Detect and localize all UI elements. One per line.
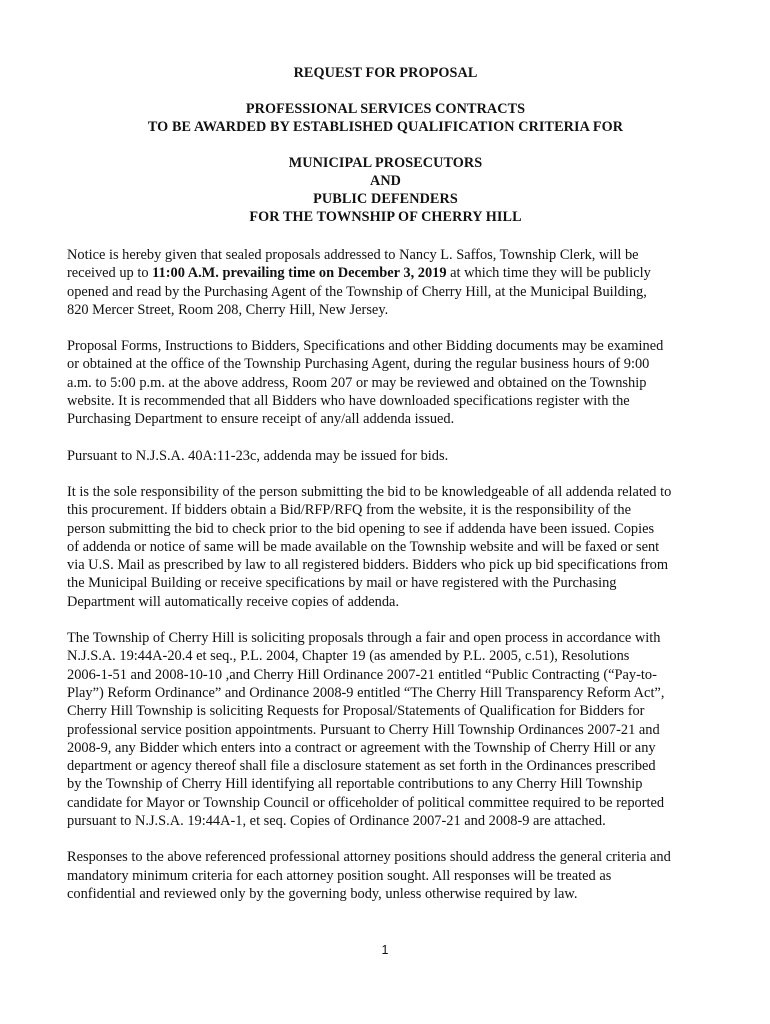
soliciting-line: 2008-9, any Bidder which enters into a contract or agreement with the Township of Cherry Hill or any bbox=[67, 739, 656, 756]
notice-paragraph bbox=[67, 246, 704, 319]
responsibility-line: It is the sole responsibility of the person submitting the bid to be knowledgeable of all addenda related to bbox=[67, 483, 672, 500]
responses-line: confidential and reviewed only by the governing body, unless otherwise required by law. bbox=[67, 885, 578, 902]
heading-services-line: PROFESSIONAL SERVICES CONTRACTS bbox=[245, 101, 526, 117]
soliciting-line: Play”) Reform Ordinance” and Ordinance 2008-9 entitled “The Cherry Hill Transparency Reform Act”, bbox=[67, 684, 665, 701]
page-number: 1 bbox=[381, 943, 389, 957]
soliciting-line: 2006-1-51 and 2008-10-10 ,and Cherry Hill Ordinance 2007-21 entitled “Public Contracting (“Pay-to- bbox=[67, 666, 657, 683]
responses-line: mandatory minimum criteria for each attorney position sought. All responses will be treated as bbox=[67, 867, 612, 884]
notice-line: 820 Mercer Street, Room 208, Cherry Hill, New Jersey. bbox=[67, 301, 389, 318]
responsibility-line: Department will automatically receive copies of addenda. bbox=[67, 593, 400, 610]
document-heading bbox=[67, 64, 704, 226]
responses-line: Responses to the above referenced professional attorney positions should address the general criteria and bbox=[67, 849, 671, 866]
soliciting-line: department or agency thereof shall file a disclosure statement as set forth in the Ordinances prescribed bbox=[67, 758, 656, 775]
soliciting-line: The Township of Cherry Hill is soliciting proposals through a fair and open process in accordance with bbox=[67, 630, 661, 647]
responsibility-line: of addenda or notice of same will be made available on the Township website and will be faxed or sent bbox=[67, 538, 660, 555]
soliciting-paragraph bbox=[67, 629, 704, 830]
forms-line: a.m. to 5:00 p.m. at the above address, Room 207 or may be reviewed and obtained on the Township bbox=[67, 374, 647, 391]
forms-line: Proposal Forms, Instructions to Bidders, Specifications and other Bidding documents may be examined bbox=[67, 338, 664, 355]
heading-criteria-line: TO BE AWARDED BY ESTABLISHED QUALIFICATION CRITERIA FOR bbox=[147, 119, 624, 135]
notice-line: opened and read by the Purchasing Agent of the Township of Cherry Hill, at the Municipal Building, bbox=[67, 283, 647, 300]
heading-prosecutors-line: MUNICIPAL PROSECUTORS bbox=[288, 155, 483, 171]
pursuant-line: Pursuant to N.J.S.A. 40A:11-23c, addenda may be issued for bids. bbox=[67, 447, 449, 464]
notice-deadline-prefix: received up to bbox=[67, 265, 153, 282]
notice-deadline-line bbox=[67, 264, 704, 282]
notice-line: Notice is hereby given that sealed proposals addressed to Nancy L. Saffos, Township Clerk, will be bbox=[67, 247, 639, 263]
heading-defenders-line: PUBLIC DEFENDERS bbox=[313, 191, 458, 207]
forms-line: Purchasing Department to ensure receipt of any/all addenda issued. bbox=[67, 411, 455, 428]
responsibility-paragraph bbox=[67, 483, 704, 611]
responsibility-line: via U.S. Mail as prescribed by law to all registered bidders. Bidders who pick up bid specifications from bbox=[67, 557, 669, 574]
soliciting-line: Cherry Hill Township is soliciting Requests for Proposal/Statements of Qualification for Bidders for bbox=[67, 703, 645, 720]
responses-paragraph bbox=[67, 848, 704, 903]
forms-paragraph bbox=[67, 337, 704, 428]
heading-township-line: FOR THE TOWNSHIP OF CHERRY HILL bbox=[249, 209, 522, 225]
responsibility-line: this procurement. If bidders obtain a Bid/RFP/RFQ from the website, it is the responsibility of the bbox=[67, 502, 631, 519]
notice-deadline-bold: 11:00 A.M. prevailing time on December 3, 2019 bbox=[152, 265, 447, 282]
notice-deadline-suffix: at which time they will be publicly bbox=[446, 265, 651, 282]
responsibility-line: the Municipal Building or receive specifications by mail or have registered with the Purchasing bbox=[67, 575, 617, 592]
soliciting-line: professional service position appointments. Pursuant to Cherry Hill Township Ordinances 2007-21 and bbox=[67, 721, 660, 738]
forms-line: or obtained at the office of the Township Purchasing Agent, during the regular business hours of 9:00 bbox=[67, 356, 650, 373]
forms-line: website. It is recommended that all Bidders who have downloaded specifications register with the bbox=[67, 393, 630, 410]
soliciting-line: N.J.S.A. 19:44A-20.4 et seq., P.L. 2004, Chapter 19 (as amended by P.L. 2005, c.51), Resolutions bbox=[67, 648, 630, 665]
pursuant-paragraph bbox=[67, 447, 704, 465]
soliciting-line: by the Township of Cherry Hill identifying all reportable contributions to any Cherry Hill Township bbox=[67, 776, 643, 793]
heading-title: REQUEST FOR PROPOSAL bbox=[293, 65, 478, 81]
soliciting-line: candidate for Mayor or Township Council or officeholder of political committee required to be reported bbox=[67, 794, 665, 811]
soliciting-line: pursuant to N.J.S.A. 19:44A-1, et seq. Copies of Ordinance 2007-21 and 2008-9 are attached. bbox=[67, 813, 606, 830]
responsibility-line: person submitting the bid to check prior to the bid opening to see if addenda have been issued. Copies bbox=[67, 520, 655, 537]
heading-and-line: AND bbox=[369, 173, 402, 189]
